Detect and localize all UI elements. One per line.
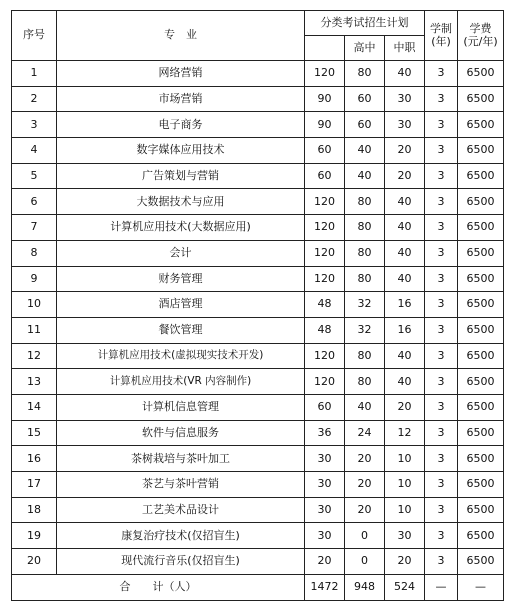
table-row bbox=[12, 266, 504, 292]
row-duration: 3 bbox=[425, 394, 458, 420]
header-vocational: 中职 bbox=[385, 36, 425, 61]
row-fee: 6500 bbox=[458, 394, 504, 420]
row-seq: 1 bbox=[12, 61, 57, 87]
row-vocational: 40 bbox=[385, 343, 425, 369]
row-duration: 3 bbox=[425, 317, 458, 343]
row-highschool: 80 bbox=[345, 240, 385, 266]
row-highschool: 60 bbox=[345, 112, 385, 138]
row-vocational: 40 bbox=[385, 369, 425, 395]
row-duration: 3 bbox=[425, 163, 458, 189]
row-highschool: 80 bbox=[345, 215, 385, 241]
row-vocational: 30 bbox=[385, 523, 425, 549]
row-duration: 3 bbox=[425, 446, 458, 472]
row-major-name: 广告策划与营销 bbox=[57, 163, 305, 189]
total-label: 合 计（人） bbox=[12, 574, 305, 600]
table-row bbox=[12, 523, 504, 549]
row-vocational: 40 bbox=[385, 189, 425, 215]
row-fee: 6500 bbox=[458, 138, 504, 164]
row-plan-total: 120 bbox=[305, 343, 345, 369]
header-major: 专 业 bbox=[57, 11, 305, 61]
total-row bbox=[12, 574, 504, 600]
row-major-name: 会计 bbox=[57, 240, 305, 266]
total-fee: — bbox=[458, 574, 504, 600]
row-plan-total: 30 bbox=[305, 446, 345, 472]
row-fee: 6500 bbox=[458, 240, 504, 266]
row-vocational: 30 bbox=[385, 112, 425, 138]
row-plan-total: 120 bbox=[305, 240, 345, 266]
row-duration: 3 bbox=[425, 61, 458, 87]
row-seq: 12 bbox=[12, 343, 57, 369]
row-highschool: 20 bbox=[345, 472, 385, 498]
row-seq: 13 bbox=[12, 369, 57, 395]
row-vocational: 20 bbox=[385, 138, 425, 164]
row-highschool: 0 bbox=[345, 523, 385, 549]
admission-plan-table bbox=[11, 10, 504, 601]
row-major-name: 康复治疗技术(仅招盲生) bbox=[57, 523, 305, 549]
row-highschool: 20 bbox=[345, 446, 385, 472]
row-highschool: 80 bbox=[345, 343, 385, 369]
row-plan-total: 30 bbox=[305, 523, 345, 549]
row-fee: 6500 bbox=[458, 523, 504, 549]
row-seq: 5 bbox=[12, 163, 57, 189]
row-highschool: 40 bbox=[345, 394, 385, 420]
row-vocational: 10 bbox=[385, 446, 425, 472]
table-row bbox=[12, 446, 504, 472]
row-fee: 6500 bbox=[458, 189, 504, 215]
row-highschool: 80 bbox=[345, 369, 385, 395]
row-vocational: 30 bbox=[385, 86, 425, 112]
header-duration: 学制 (年) bbox=[425, 11, 458, 61]
row-plan-total: 20 bbox=[305, 549, 345, 575]
row-seq: 9 bbox=[12, 266, 57, 292]
table-row bbox=[12, 112, 504, 138]
table-row bbox=[12, 292, 504, 318]
row-major-name: 软件与信息服务 bbox=[57, 420, 305, 446]
row-highschool: 40 bbox=[345, 163, 385, 189]
row-major-name: 计算机信息管理 bbox=[57, 394, 305, 420]
row-fee: 6500 bbox=[458, 472, 504, 498]
table-row bbox=[12, 369, 504, 395]
header-highschool: 高中 bbox=[345, 36, 385, 61]
row-seq: 2 bbox=[12, 86, 57, 112]
row-duration: 3 bbox=[425, 343, 458, 369]
row-duration: 3 bbox=[425, 266, 458, 292]
row-duration: 3 bbox=[425, 112, 458, 138]
row-vocational: 20 bbox=[385, 394, 425, 420]
row-seq: 17 bbox=[12, 472, 57, 498]
table-row bbox=[12, 472, 504, 498]
row-vocational: 10 bbox=[385, 472, 425, 498]
row-fee: 6500 bbox=[458, 86, 504, 112]
row-plan-total: 30 bbox=[305, 472, 345, 498]
row-highschool: 80 bbox=[345, 266, 385, 292]
row-vocational: 40 bbox=[385, 266, 425, 292]
row-duration: 3 bbox=[425, 523, 458, 549]
admission-plan-document bbox=[11, 10, 504, 601]
row-seq: 6 bbox=[12, 189, 57, 215]
row-vocational: 40 bbox=[385, 61, 425, 87]
row-duration: 3 bbox=[425, 240, 458, 266]
row-fee: 6500 bbox=[458, 215, 504, 241]
row-highschool: 24 bbox=[345, 420, 385, 446]
row-plan-total: 36 bbox=[305, 420, 345, 446]
header-plan-total-blank bbox=[305, 36, 345, 61]
table-row bbox=[12, 343, 504, 369]
row-duration: 3 bbox=[425, 86, 458, 112]
header-plan: 分类考试招生计划 bbox=[305, 11, 425, 36]
row-plan-total: 60 bbox=[305, 163, 345, 189]
row-major-name: 现代流行音乐(仅招盲生) bbox=[57, 549, 305, 575]
table-row bbox=[12, 497, 504, 523]
row-highschool: 40 bbox=[345, 138, 385, 164]
row-major-name: 酒店管理 bbox=[57, 292, 305, 318]
row-vocational: 16 bbox=[385, 317, 425, 343]
table-row bbox=[12, 317, 504, 343]
row-fee: 6500 bbox=[458, 266, 504, 292]
row-major-name: 市场营销 bbox=[57, 86, 305, 112]
total-vocational: 524 bbox=[385, 574, 425, 600]
row-seq: 14 bbox=[12, 394, 57, 420]
row-vocational: 12 bbox=[385, 420, 425, 446]
row-plan-total: 90 bbox=[305, 112, 345, 138]
row-duration: 3 bbox=[425, 189, 458, 215]
row-fee: 6500 bbox=[458, 317, 504, 343]
table-row bbox=[12, 240, 504, 266]
table-row bbox=[12, 86, 504, 112]
row-plan-total: 120 bbox=[305, 189, 345, 215]
row-plan-total: 48 bbox=[305, 317, 345, 343]
row-major-name: 餐饮管理 bbox=[57, 317, 305, 343]
row-major-name: 电子商务 bbox=[57, 112, 305, 138]
row-highschool: 80 bbox=[345, 189, 385, 215]
row-duration: 3 bbox=[425, 138, 458, 164]
row-duration: 3 bbox=[425, 472, 458, 498]
row-fee: 6500 bbox=[458, 292, 504, 318]
row-plan-total: 120 bbox=[305, 61, 345, 87]
row-plan-total: 48 bbox=[305, 292, 345, 318]
row-highschool: 60 bbox=[345, 86, 385, 112]
row-duration: 3 bbox=[425, 369, 458, 395]
row-vocational: 16 bbox=[385, 292, 425, 318]
row-vocational: 10 bbox=[385, 497, 425, 523]
table-row bbox=[12, 138, 504, 164]
row-major-name: 计算机应用技术(大数据应用) bbox=[57, 215, 305, 241]
row-fee: 6500 bbox=[458, 369, 504, 395]
row-duration: 3 bbox=[425, 292, 458, 318]
table-row bbox=[12, 420, 504, 446]
row-plan-total: 120 bbox=[305, 369, 345, 395]
row-seq: 20 bbox=[12, 549, 57, 575]
row-duration: 3 bbox=[425, 215, 458, 241]
table-row bbox=[12, 394, 504, 420]
table-row bbox=[12, 549, 504, 575]
row-fee: 6500 bbox=[458, 163, 504, 189]
row-vocational: 40 bbox=[385, 215, 425, 241]
row-plan-total: 120 bbox=[305, 215, 345, 241]
row-seq: 10 bbox=[12, 292, 57, 318]
row-fee: 6500 bbox=[458, 549, 504, 575]
table-row bbox=[12, 61, 504, 87]
row-major-name: 工艺美术品设计 bbox=[57, 497, 305, 523]
header-seq: 序号 bbox=[12, 11, 57, 61]
row-fee: 6500 bbox=[458, 420, 504, 446]
row-highschool: 32 bbox=[345, 292, 385, 318]
table-row bbox=[12, 189, 504, 215]
row-major-name: 计算机应用技术(虚拟现实技术开发) bbox=[57, 343, 305, 369]
total-sum: 1472 bbox=[305, 574, 345, 600]
header-fee: 学费 (元/年) bbox=[458, 11, 504, 61]
table-row bbox=[12, 215, 504, 241]
row-duration: 3 bbox=[425, 549, 458, 575]
row-vocational: 20 bbox=[385, 549, 425, 575]
table-body bbox=[12, 61, 504, 575]
total-highschool: 948 bbox=[345, 574, 385, 600]
row-seq: 19 bbox=[12, 523, 57, 549]
row-vocational: 40 bbox=[385, 240, 425, 266]
row-fee: 6500 bbox=[458, 112, 504, 138]
row-plan-total: 30 bbox=[305, 497, 345, 523]
row-major-name: 数字媒体应用技术 bbox=[57, 138, 305, 164]
row-seq: 7 bbox=[12, 215, 57, 241]
row-seq: 4 bbox=[12, 138, 57, 164]
row-major-name: 茶艺与茶叶营销 bbox=[57, 472, 305, 498]
row-seq: 8 bbox=[12, 240, 57, 266]
row-plan-total: 120 bbox=[305, 266, 345, 292]
row-highschool: 0 bbox=[345, 549, 385, 575]
row-plan-total: 90 bbox=[305, 86, 345, 112]
row-fee: 6500 bbox=[458, 343, 504, 369]
row-fee: 6500 bbox=[458, 61, 504, 87]
row-seq: 3 bbox=[12, 112, 57, 138]
row-highschool: 20 bbox=[345, 497, 385, 523]
total-duration: — bbox=[425, 574, 458, 600]
row-duration: 3 bbox=[425, 497, 458, 523]
row-seq: 15 bbox=[12, 420, 57, 446]
row-major-name: 茶树栽培与茶叶加工 bbox=[57, 446, 305, 472]
table-row bbox=[12, 163, 504, 189]
row-highschool: 80 bbox=[345, 61, 385, 87]
row-vocational: 20 bbox=[385, 163, 425, 189]
row-seq: 16 bbox=[12, 446, 57, 472]
row-plan-total: 60 bbox=[305, 138, 345, 164]
row-major-name: 网络营销 bbox=[57, 61, 305, 87]
row-major-name: 计算机应用技术(VR 内容制作) bbox=[57, 369, 305, 395]
row-highschool: 32 bbox=[345, 317, 385, 343]
row-fee: 6500 bbox=[458, 497, 504, 523]
row-fee: 6500 bbox=[458, 446, 504, 472]
row-seq: 18 bbox=[12, 497, 57, 523]
row-major-name: 财务管理 bbox=[57, 266, 305, 292]
row-major-name: 大数据技术与应用 bbox=[57, 189, 305, 215]
row-duration: 3 bbox=[425, 420, 458, 446]
row-plan-total: 60 bbox=[305, 394, 345, 420]
row-seq: 11 bbox=[12, 317, 57, 343]
